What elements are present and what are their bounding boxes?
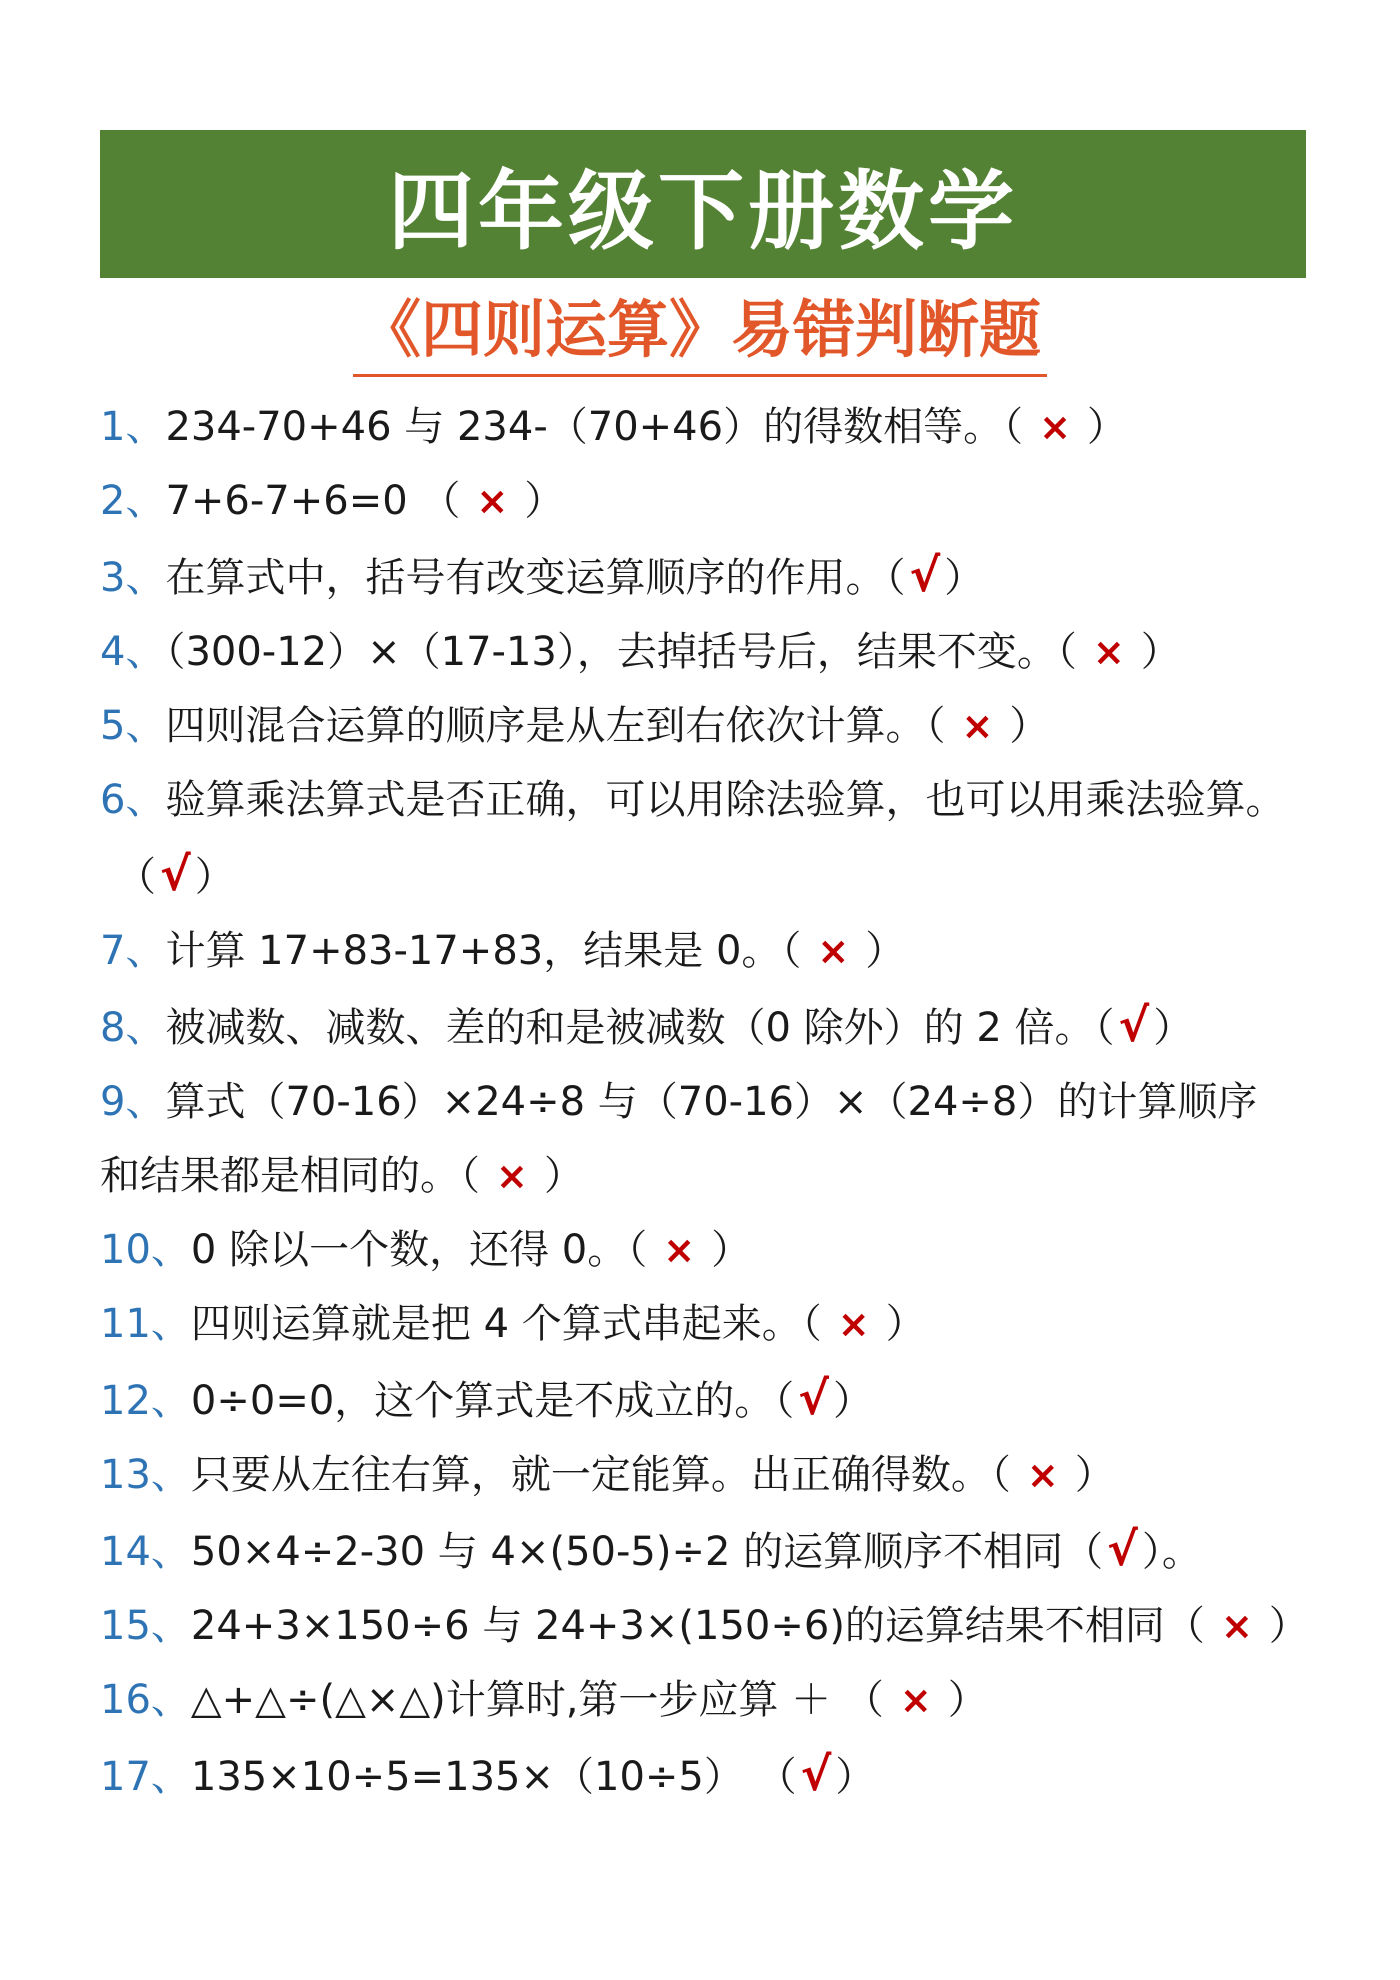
question-item	[100, 538, 1320, 615]
question-tail: ）	[944, 555, 985, 601]
question-item	[100, 1287, 1320, 1361]
question-tail: ）。	[1141, 1529, 1202, 1575]
question-item-continued	[100, 1139, 1320, 1213]
question-number: 9、	[100, 1079, 166, 1125]
wrong-mark: ×	[837, 1302, 870, 1346]
question-text: 0 除以一个数，还得 0。（	[190, 1227, 648, 1273]
page-title: 四年级下册数学	[388, 162, 1018, 262]
check-mark: √	[798, 1371, 829, 1425]
question-tail: ）	[1153, 1005, 1194, 1051]
question-number: 17、	[100, 1754, 191, 1800]
question-item	[100, 763, 1320, 837]
question-number: 5、	[100, 703, 166, 749]
question-tail: ）	[1009, 703, 1050, 749]
wrong-mark: ×	[1092, 630, 1125, 674]
wrong-mark: ×	[817, 929, 850, 973]
question-number: 1、	[100, 404, 166, 450]
question-tail: ）	[832, 1378, 873, 1424]
question-tail: ）	[194, 854, 235, 900]
question-line2-prefix: 和结果都是相同的。（	[100, 1153, 480, 1199]
question-item	[100, 1737, 1320, 1814]
question-text: △+△÷(△×△)计算时,第一步应算 ＋ （	[190, 1677, 884, 1723]
check-mark: √	[800, 1747, 832, 1801]
question-list	[100, 390, 1320, 1814]
question-item	[100, 1663, 1320, 1737]
question-text: 在算式中，括号有改变运算顺序的作用。（	[165, 555, 906, 601]
question-item	[100, 615, 1320, 689]
question-text: （300-12）×（17-13），去掉括号后，结果不变。（	[165, 629, 1077, 675]
check-mark: √	[1107, 1522, 1138, 1576]
question-item	[100, 988, 1320, 1065]
question-item	[100, 914, 1320, 988]
question-tail: ）	[543, 1153, 584, 1199]
question-tail: ）	[947, 1677, 988, 1723]
question-item	[100, 1213, 1320, 1287]
title-banner	[100, 130, 1306, 278]
question-text: 只要从左往右算，就一定能算。出正确得数。（	[190, 1452, 1011, 1498]
wrong-mark: ×	[476, 479, 509, 523]
question-item	[100, 1438, 1320, 1512]
question-item	[100, 689, 1320, 763]
question-tail: ）	[865, 928, 906, 974]
question-item	[100, 464, 1320, 538]
question-tail: ）	[1086, 404, 1127, 450]
question-number: 12、	[100, 1378, 191, 1424]
question-tail: ）	[1268, 1603, 1309, 1649]
question-text: 135×10÷5=135×（10÷5） （	[190, 1754, 797, 1800]
question-tail: ）	[885, 1301, 926, 1347]
check-mark: √	[1118, 998, 1150, 1052]
check-mark: √	[909, 548, 941, 602]
question-item	[100, 1065, 1320, 1139]
wrong-mark: ×	[1026, 1453, 1059, 1497]
question-text: 24+3×150÷6 与 24+3×(150÷6)的运算结果不相同（	[190, 1603, 1205, 1649]
wrong-mark: ×	[663, 1228, 696, 1272]
wrong-mark: ×	[899, 1678, 932, 1722]
question-number: 4、	[100, 629, 166, 675]
question-text: 0÷0=0，这个算式是不成立的。（	[190, 1378, 795, 1424]
question-number: 16、	[100, 1677, 191, 1723]
question-text: 计算 17+83-17+83，结果是 0。（	[165, 928, 802, 974]
question-item-continued	[100, 837, 1320, 914]
question-line2-prefix: （	[116, 854, 156, 900]
question-number: 14、	[100, 1529, 191, 1575]
question-text: 7+6-7+6=0 （	[165, 478, 461, 524]
question-item	[100, 1589, 1320, 1663]
question-number: 13、	[100, 1452, 191, 1498]
wrong-mark: ×	[496, 1154, 528, 1198]
wrong-mark: ×	[961, 704, 994, 748]
question-number: 2、	[100, 478, 166, 524]
wrong-mark: ×	[1220, 1604, 1253, 1648]
check-mark: √	[160, 847, 191, 901]
question-text: 算式（70-16）×24÷8 与（70-16）×（24÷8）的计算顺序	[165, 1079, 1258, 1125]
question-tail: ）	[835, 1754, 876, 1800]
question-number: 3、	[100, 555, 166, 601]
question-item	[100, 1361, 1320, 1438]
question-text: 四则运算就是把 4 个算式串起来。（	[190, 1301, 822, 1347]
question-text: 被减数、减数、差的和是被减数（0 除外）的 2 倍。（	[165, 1005, 1115, 1051]
question-item	[100, 390, 1320, 464]
question-text: 四则混合运算的顺序是从左到右依次计算。（	[165, 703, 946, 749]
question-number: 8、	[100, 1005, 166, 1051]
wrong-mark: ×	[1039, 405, 1071, 449]
question-text: 50×4÷2-30 与 4×(50-5)÷2 的运算顺序不相同（	[190, 1529, 1104, 1575]
question-tail: ）	[524, 478, 565, 524]
question-number: 15、	[100, 1603, 191, 1649]
question-number: 10、	[100, 1227, 191, 1273]
question-number: 6、	[100, 777, 166, 823]
question-tail: ）	[1074, 1452, 1115, 1498]
question-number: 7、	[100, 928, 166, 974]
question-item	[100, 1512, 1320, 1589]
question-tail: ）	[1140, 629, 1181, 675]
subtitle-wrap	[0, 290, 1400, 377]
page-subtitle: 《四则运算》易错判断题	[353, 290, 1047, 377]
question-text: 234-70+46 与 234-（70+46）的得数相等。（	[165, 404, 1024, 450]
question-number: 11、	[100, 1301, 191, 1347]
question-tail: ）	[711, 1227, 752, 1273]
question-text: 验算乘法算式是否正确，可以用除法验算，也可以用乘法验算。	[165, 777, 1286, 823]
